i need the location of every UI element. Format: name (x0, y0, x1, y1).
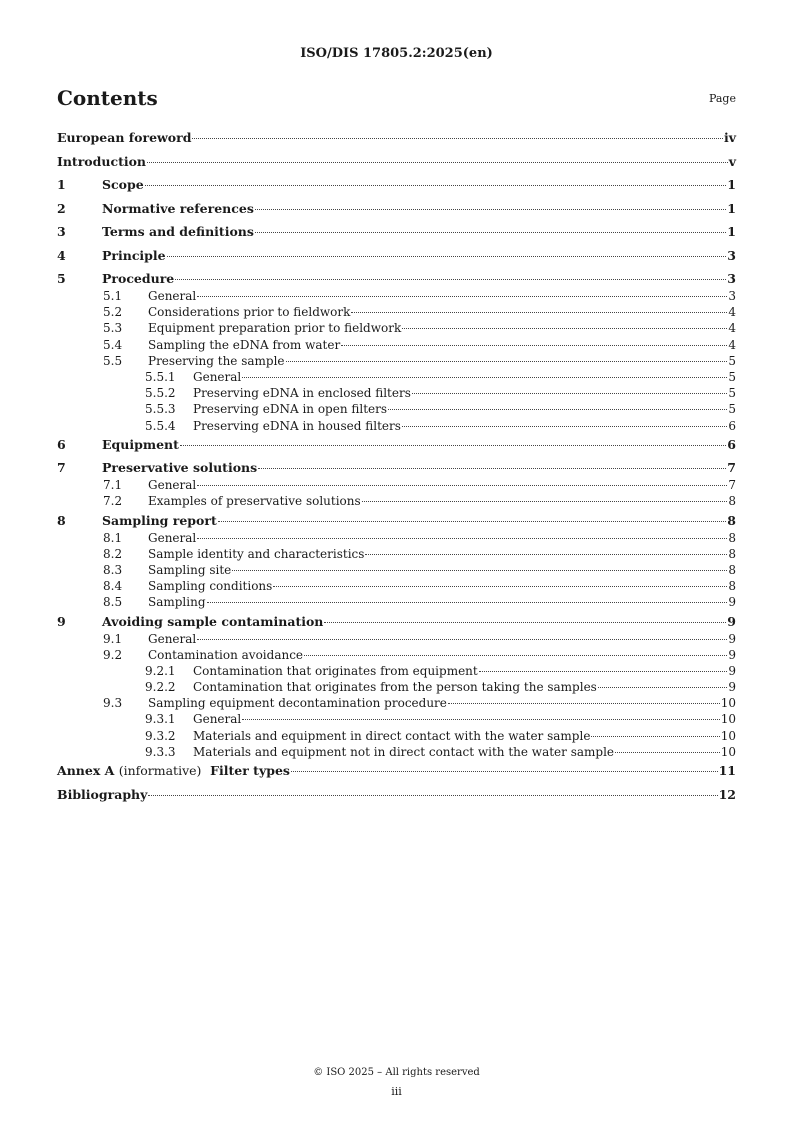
toc-entry-page: 10 (720, 696, 736, 711)
toc-entry-title: Preserving eDNA in housed filters (193, 418, 401, 433)
toc-entry-title: Examples of preservative solutions (148, 494, 361, 509)
toc-entry-page: 3 (727, 247, 736, 263)
toc-entry-9-3-3[interactable] (57, 745, 736, 761)
toc-entry-page: 9 (727, 613, 736, 629)
toc-entry-page: 10 (720, 744, 736, 759)
toc-entry-4[interactable] (57, 248, 736, 272)
dot-leader (197, 638, 727, 640)
toc-entry-title: Procedure (102, 271, 175, 286)
toc-entry-title: Preservative solutions (102, 460, 258, 476)
toc-entry-page: 7 (727, 460, 736, 476)
toc-entry-5-1[interactable] (57, 289, 736, 305)
dot-leader (145, 184, 727, 186)
toc-entry-number: 9.3 (103, 696, 123, 711)
toc-entry-7[interactable] (57, 460, 736, 478)
dot-leader (591, 735, 719, 737)
copyright-notice: © ISO 2025 – All rights reserved (313, 1067, 480, 1078)
toc-entry-page: iv (723, 130, 736, 145)
page-number: iii (391, 1085, 402, 1098)
toc-entry-page: v (728, 153, 736, 169)
dot-leader (598, 686, 728, 688)
annex-prefix: Annex A (57, 763, 115, 778)
toc-entry-title: Contamination avoidance (148, 647, 304, 662)
toc-entry-title: Principle (102, 247, 166, 263)
dot-leader (180, 444, 726, 446)
toc-entry-number: 8.3 (103, 562, 123, 577)
toc-entry-8-1[interactable] (57, 531, 736, 547)
dot-leader (324, 621, 726, 623)
toc-entry-page: 1 (727, 200, 736, 216)
dot-leader (448, 702, 720, 704)
dot-leader (242, 376, 727, 378)
toc-entry-9[interactable] (57, 614, 736, 632)
annex-qualifier: (informative) (118, 763, 202, 778)
toc-entry-page: 9 (728, 680, 736, 695)
dot-leader (147, 161, 728, 163)
toc-entry-2[interactable] (57, 201, 736, 225)
toc-entry-page: 5 (728, 369, 736, 384)
toc-entry-number: 9 (57, 613, 66, 629)
toc-entry-page: 5 (728, 353, 736, 368)
toc-entry-title: Scope (102, 177, 144, 192)
toc-entry-page: 8 (727, 512, 736, 528)
toc-entry-number: 9.2 (103, 647, 123, 662)
toc-entry-title: Bibliography (57, 786, 148, 802)
toc-entry-introduction[interactable] (57, 154, 736, 178)
toc-entry-title: Sampling (148, 595, 206, 610)
toc-entry-8-4[interactable] (57, 579, 736, 595)
toc-entry-title: Equipment preparation prior to fieldwork (148, 321, 402, 336)
toc-entry-page: 4 (728, 321, 736, 336)
toc-entry-title: Considerations prior to fieldwork (148, 305, 351, 320)
toc-entry-page: 8 (728, 579, 736, 594)
toc-entry-title: General (148, 530, 197, 545)
toc-entry-european-foreword[interactable] (57, 130, 736, 154)
dot-leader (232, 569, 727, 571)
dot-leader (255, 231, 726, 233)
toc-entry-9-2-1[interactable] (57, 664, 736, 680)
dot-leader (286, 360, 728, 362)
toc-entry-5-5[interactable] (57, 354, 736, 370)
toc-entry-number: 2 (57, 200, 66, 216)
toc-entry-5-2[interactable] (57, 305, 736, 321)
toc-entry-5-5-1[interactable] (57, 370, 736, 386)
toc-entry-page: 9 (728, 595, 736, 610)
toc-entry-page: 4 (728, 337, 736, 352)
toc-entry-number: 9.3.3 (145, 744, 176, 759)
toc-entry-page: 8 (728, 494, 736, 509)
toc-entry-9-2-2[interactable] (57, 680, 736, 696)
toc-entry-title: Sampling the eDNA from water (148, 337, 341, 352)
toc-entry-title: Sampling conditions (148, 579, 273, 594)
toc-entry-number: 5.5.4 (145, 418, 176, 433)
toc-entry-7-1[interactable] (57, 478, 736, 494)
dot-leader (402, 327, 727, 329)
toc-entry-3[interactable] (57, 224, 736, 248)
toc-entry-page: 10 (720, 728, 736, 743)
table-of-contents (57, 130, 736, 810)
toc-entry-number: 8.5 (103, 595, 123, 610)
toc-entry-title: Contamination that originates from equipment (193, 663, 478, 678)
dot-leader (365, 553, 727, 555)
dot-leader (351, 311, 727, 313)
toc-entry-page: 8 (728, 562, 736, 577)
toc-entry-page: 8 (728, 530, 736, 545)
toc-entry-8-2[interactable] (57, 547, 736, 563)
toc-entry-page: 3 (727, 271, 736, 286)
toc-entry-number: 8 (57, 512, 66, 528)
toc-entry-page: 12 (718, 786, 736, 802)
dot-leader (255, 208, 726, 210)
toc-entry-title: General (148, 631, 197, 646)
toc-entry-title: Introduction (57, 153, 147, 169)
toc-entry-number: 9.1 (103, 631, 123, 646)
toc-entry-title: Equipment (102, 436, 179, 452)
toc-entry-title: Contamination that originates from the person taking the samples (193, 680, 597, 695)
dot-leader (197, 537, 727, 539)
dot-leader (175, 278, 726, 280)
toc-entry-8-3[interactable] (57, 563, 736, 579)
dot-leader (167, 255, 727, 257)
toc-entry-number: 7 (57, 460, 66, 476)
dot-leader (291, 770, 718, 772)
toc-entry-page: 10 (720, 712, 736, 727)
dot-leader (304, 654, 727, 656)
toc-entry-5-3[interactable] (57, 321, 736, 337)
toc-entry-number: 5.5.2 (145, 386, 176, 401)
toc-entry-number: 9.2.2 (145, 680, 176, 695)
dot-leader (479, 670, 728, 672)
toc-entry-title: Sampling equipment decontamination procedure (148, 696, 447, 711)
toc-entry-title: Preserving eDNA in open filters (193, 402, 388, 417)
dot-leader (412, 392, 727, 394)
toc-entry-9-2[interactable] (57, 648, 736, 664)
dot-leader (242, 718, 719, 720)
contents-heading: Contents (57, 86, 158, 110)
toc-entry-7-2[interactable] (57, 494, 736, 510)
toc-entry-number: 5.5.3 (145, 402, 176, 417)
toc-entry-title: Terms and definitions (102, 224, 254, 239)
toc-entry-title: Sampling report (102, 512, 217, 528)
toc-entry-title: Sample identity and characteristics (148, 546, 365, 561)
toc-entry-page: 3 (728, 289, 736, 303)
toc-entry-number: 9.2.1 (145, 663, 176, 678)
toc-entry-page: 9 (728, 663, 736, 678)
dot-leader (273, 585, 727, 587)
toc-entry-page: 11 (718, 763, 736, 778)
toc-entry-9-1[interactable] (57, 632, 736, 648)
toc-entry-number: 8.4 (103, 579, 123, 594)
dot-leader (402, 425, 727, 427)
toc-entry-page: 9 (728, 631, 736, 646)
toc-entry-number: 5.4 (103, 337, 123, 352)
toc-entry-number: 4 (57, 247, 66, 263)
dot-leader (197, 484, 727, 486)
toc-entry-annex-a[interactable] (57, 763, 736, 787)
toc-entry-page: 8 (728, 546, 736, 561)
toc-entry-title: European foreword (57, 130, 192, 145)
toc-entry-page: 6 (727, 436, 736, 452)
toc-entry-page: 5 (728, 386, 736, 401)
toc-entry-page: 5 (728, 402, 736, 417)
toc-entry-title: Avoiding sample contamination (102, 613, 324, 629)
toc-entry-title: Sampling site (148, 562, 232, 577)
page-column-label: Page (708, 92, 736, 105)
toc-entry-number: 6 (57, 436, 66, 452)
toc-entry-page: 6 (728, 418, 736, 433)
toc-entry-number: 5.1 (103, 289, 123, 303)
toc-entry-number: 1 (57, 177, 66, 192)
toc-entry-9-3[interactable] (57, 696, 736, 712)
toc-entry-title: Normative references (102, 200, 254, 216)
toc-entry-9-3-2[interactable] (57, 729, 736, 745)
toc-entry-title: Preserving the sample (148, 353, 285, 368)
toc-entry-page: 9 (728, 647, 736, 662)
toc-entry-5-5-4[interactable] (57, 419, 736, 435)
toc-entry-number: 7.2 (103, 494, 123, 509)
toc-entry-title (57, 763, 290, 778)
dot-leader (218, 520, 727, 522)
toc-entry-5-5-3[interactable] (57, 402, 736, 418)
toc-entry-title: General (193, 712, 242, 727)
toc-entry-number: 8.1 (103, 530, 123, 545)
toc-entry-9-3-1[interactable] (57, 712, 736, 728)
toc-entry-bibliography[interactable] (57, 787, 736, 811)
toc-entry-title: General (193, 369, 242, 384)
dot-leader (388, 408, 727, 410)
dot-leader (341, 344, 727, 346)
toc-entry-number: 5.5 (103, 353, 123, 368)
toc-entry-number: 9.3.2 (145, 728, 176, 743)
toc-entry-5-4[interactable] (57, 338, 736, 354)
toc-entry-number: 5 (57, 271, 66, 286)
dot-leader (197, 295, 727, 297)
dot-leader (207, 601, 728, 603)
toc-entry-number: 5.3 (103, 321, 123, 336)
toc-entry-title: General (148, 478, 197, 493)
toc-entry-number: 3 (57, 224, 66, 239)
toc-entry-title: Materials and equipment not in direct contact with the water sample (193, 744, 615, 759)
toc-entry-8-5[interactable] (57, 595, 736, 611)
dot-leader (258, 467, 726, 469)
toc-entry-page: 1 (727, 224, 736, 239)
toc-entry-page: 1 (727, 177, 736, 192)
dot-leader (148, 794, 717, 796)
toc-entry-number: 5.5.1 (145, 369, 176, 384)
toc-entry-page: 4 (728, 305, 736, 320)
toc-entry-number: 8.2 (103, 546, 123, 561)
dot-leader (192, 137, 723, 139)
toc-entry-5-5-2[interactable] (57, 386, 736, 402)
toc-entry-number: 5.2 (103, 305, 123, 320)
document-id-header: ISO/DIS 17805.2:2025(en) (300, 46, 493, 61)
toc-entry-number: 9.3.1 (145, 712, 176, 727)
annex-title: Filter types (210, 763, 290, 778)
dot-leader (615, 751, 720, 753)
dot-leader (362, 500, 728, 502)
toc-entry-title: Preserving eDNA in enclosed filters (193, 386, 411, 401)
toc-entry-title: General (148, 289, 197, 303)
toc-entry-number: 7.1 (103, 478, 123, 493)
toc-entry-8[interactable] (57, 513, 736, 531)
toc-entry-title: Materials and equipment in direct contact with the water sample (193, 728, 591, 743)
toc-entry-page: 7 (728, 478, 736, 493)
toc-entry-1[interactable] (57, 177, 736, 201)
toc-entry-5[interactable] (57, 271, 736, 289)
toc-entry-6[interactable] (57, 437, 736, 461)
